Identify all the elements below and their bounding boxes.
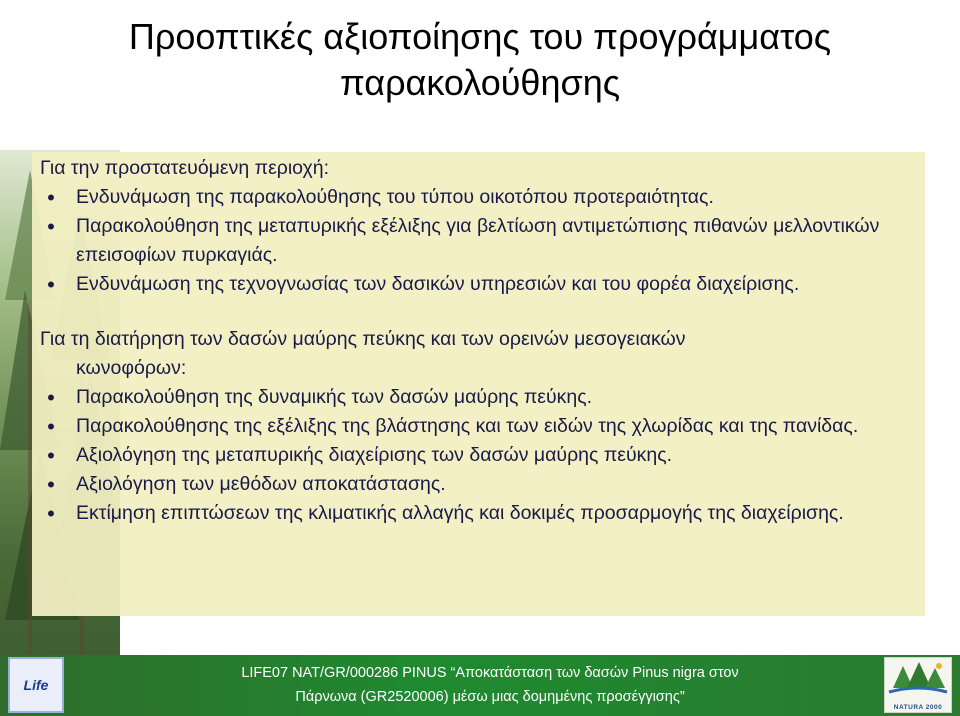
section2-heading-cont: κωνοφόρων:: [76, 357, 187, 379]
list-item: • Αξιολόγηση των μεθόδων αποκατάστασης.: [40, 470, 930, 499]
bullet-icon: •: [47, 185, 55, 210]
life-logo: Life: [8, 657, 64, 713]
footer-line2: Πάρνωνα (GR2520006) μέσω μιας δομημένης προσέγγισης”: [295, 689, 685, 705]
bullet-icon: •: [47, 272, 55, 297]
bullet-icon: •: [47, 214, 55, 239]
natura-2000-logo: NATURA 2000: [884, 657, 952, 713]
list-item: • Παρακολούθηση της μεταπυρικής εξέλιξης για βελτίωση αντιμετώπισης πιθανών μελλοντικών επεισοφίων πυρκαγιάς.: [40, 212, 930, 270]
bullet-icon: •: [47, 385, 55, 410]
list-item: • Ενδυνάμωση της παρακολούθησης του τύπου οικοτόπου προτεραιότητας.: [40, 183, 930, 212]
bullet-icon: •: [47, 443, 55, 468]
list-item: • Ενδυνάμωση της τεχνογνωσίας των δασικών υπηρεσιών και του φορέα διαχείρισης.: [40, 270, 930, 299]
bullet-icon: •: [47, 414, 55, 439]
section2-heading: Για τη διατήρηση των δασών μαύρης πεύκης και των ορεινών μεσογειακών: [40, 328, 686, 350]
slide-title-line1: Προοπτικές αξιοποίησης του προγράμματος: [128, 16, 832, 57]
section1-heading: Για την προστατευόμενη περιοχή:: [40, 157, 330, 179]
footer-bar: [0, 655, 960, 716]
list-item: • Αξιολόγηση της μεταπυρικής διαχείρισης των δασών μαύρης πεύκης.: [40, 441, 930, 470]
list-item: • Παρακολούθησης της εξέλιξης της βλάστησης και των ειδών της χλωρίδας και της πανίδας.: [40, 412, 930, 441]
slide-title: [20, 14, 940, 106]
slide-body: [40, 154, 930, 528]
slide-title-line2: παρακολούθησης: [339, 62, 621, 103]
list-item: • Εκτίμηση επιπτώσεων της κλιματικής αλλαγής και δοκιμές προσαρμογής της διαχείρισης.: [40, 499, 930, 528]
footer-project-text: [160, 661, 820, 709]
list-item: • Παρακολούθηση της δυναμικής των δασών μαύρης πεύκης.: [40, 383, 930, 412]
bullet-icon: •: [47, 501, 55, 526]
section1-list: [40, 183, 930, 299]
footer-line1: LIFE07 NAT/GR/000286 PINUS “Αποκατάσταση των δασών Pinus nigra στον: [241, 665, 739, 681]
bullet-icon: •: [47, 472, 55, 497]
section2-list: [40, 383, 930, 528]
